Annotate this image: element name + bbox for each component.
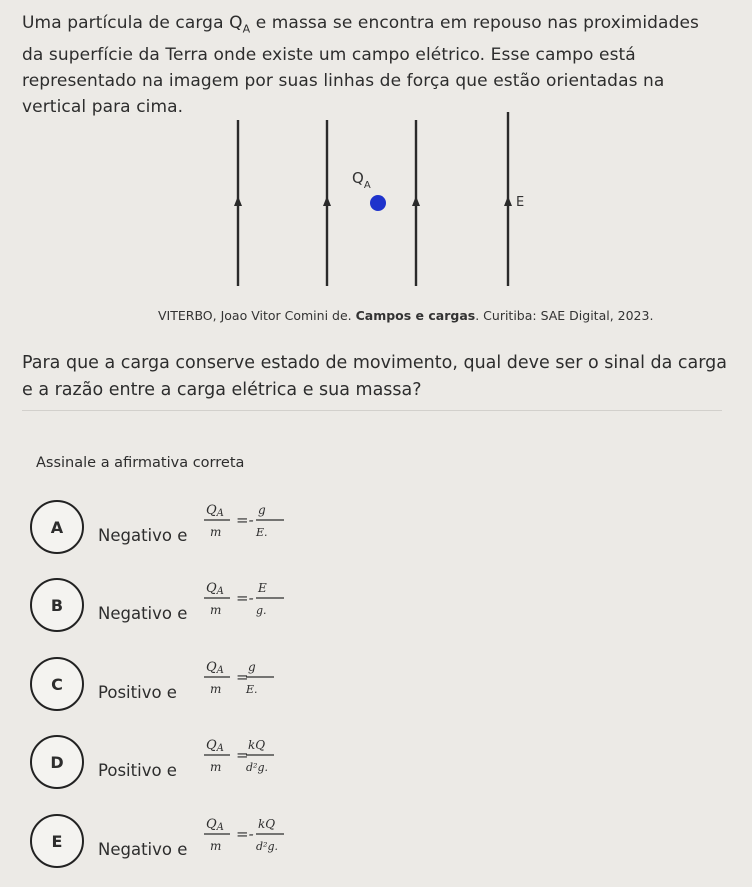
field-label: E [516,195,525,210]
figure-caption [158,308,653,323]
option-text: Negativo e [98,526,188,545]
charge-label-sub: A [363,180,371,191]
equals-sign: =- [236,511,254,529]
option-formula [198,808,308,858]
arrow-up-icon [504,196,512,206]
caption-prefix: VITERBO, Joao Vitor Comini de. [158,308,356,323]
option-text: Positivo e [98,761,177,780]
option-letter-e[interactable]: E [30,814,84,868]
fraction-denominator: d²g. [256,840,278,853]
intro-sub: A [242,22,251,36]
option-formula [198,494,308,544]
answer-option-b[interactable] [30,578,430,634]
fraction-denominator: E. [246,683,258,696]
fraction-numerator: QA [206,660,224,676]
equals-sign: =- [236,589,254,607]
option-text: Negativo e [98,840,188,859]
fraction-denominator: E. [256,526,268,539]
fraction-numerator: kQ [258,817,276,831]
answer-option-c[interactable] [30,657,430,713]
option-letter-d[interactable]: D [30,735,84,789]
option-formula [198,572,308,622]
option-letter-b[interactable]: B [30,578,84,632]
fraction-denominator: d²g. [246,761,268,774]
instruction-text: Assinale a afirmativa correta [36,455,245,471]
intro-text-end: e massa se encontra em repouso nas proximidades da superfície da Terra onde existe um campo elétrico. Esse campo está representado na imagem por suas linhas de força que estão orientadas na vertical para cima. [22,13,699,118]
problem-statement [22,10,722,120]
equals-sign: = [236,746,249,764]
fraction-denominator: g. [256,604,267,617]
option-letter-a[interactable]: A [30,500,84,554]
option-letter-c[interactable]: C [30,657,84,711]
equals-sign: = [236,668,249,686]
charge-particle [370,195,386,211]
fraction-numerator: kQ [248,738,266,752]
fraction-numerator: QA [206,738,224,754]
option-formula [198,651,308,701]
question-text: Para que a carga conserve estado de movimento, qual deve ser o sinal da carga e a razão entre a carga elétrica e sua massa? [22,353,727,400]
option-text: Negativo e [98,604,188,623]
caption-suffix: . Curitiba: SAE Digital, 2023. [475,308,654,323]
fraction-numerator: g [258,503,266,517]
field-lines-figure [150,108,590,298]
answer-option-d[interactable] [30,735,430,791]
caption-title: Campos e cargas [355,308,476,323]
option-formula [198,729,308,779]
fraction-denominator: m [210,682,222,696]
fraction-numerator: E [258,581,267,595]
fraction-denominator: m [210,839,222,853]
fraction-denominator: m [210,525,222,539]
fraction-numerator: QA [206,503,224,519]
charge-label: Q [352,169,364,187]
answer-option-a[interactable] [30,500,430,556]
arrow-up-icon [234,196,242,206]
fraction-denominator: m [210,760,222,774]
fraction-denominator: m [210,603,222,617]
arrow-up-icon [323,196,331,206]
fraction-numerator: QA [206,817,224,833]
intro-text-start: Uma partícula de carga Q [22,13,243,33]
equals-sign: =- [236,825,254,843]
fraction-numerator: g [248,660,256,674]
svg-text:QA [352,169,371,191]
answer-option-e[interactable] [30,814,430,870]
fraction-numerator: QA [206,581,224,597]
arrow-up-icon [412,196,420,206]
option-text: Positivo e [98,683,177,702]
divider [22,410,722,411]
